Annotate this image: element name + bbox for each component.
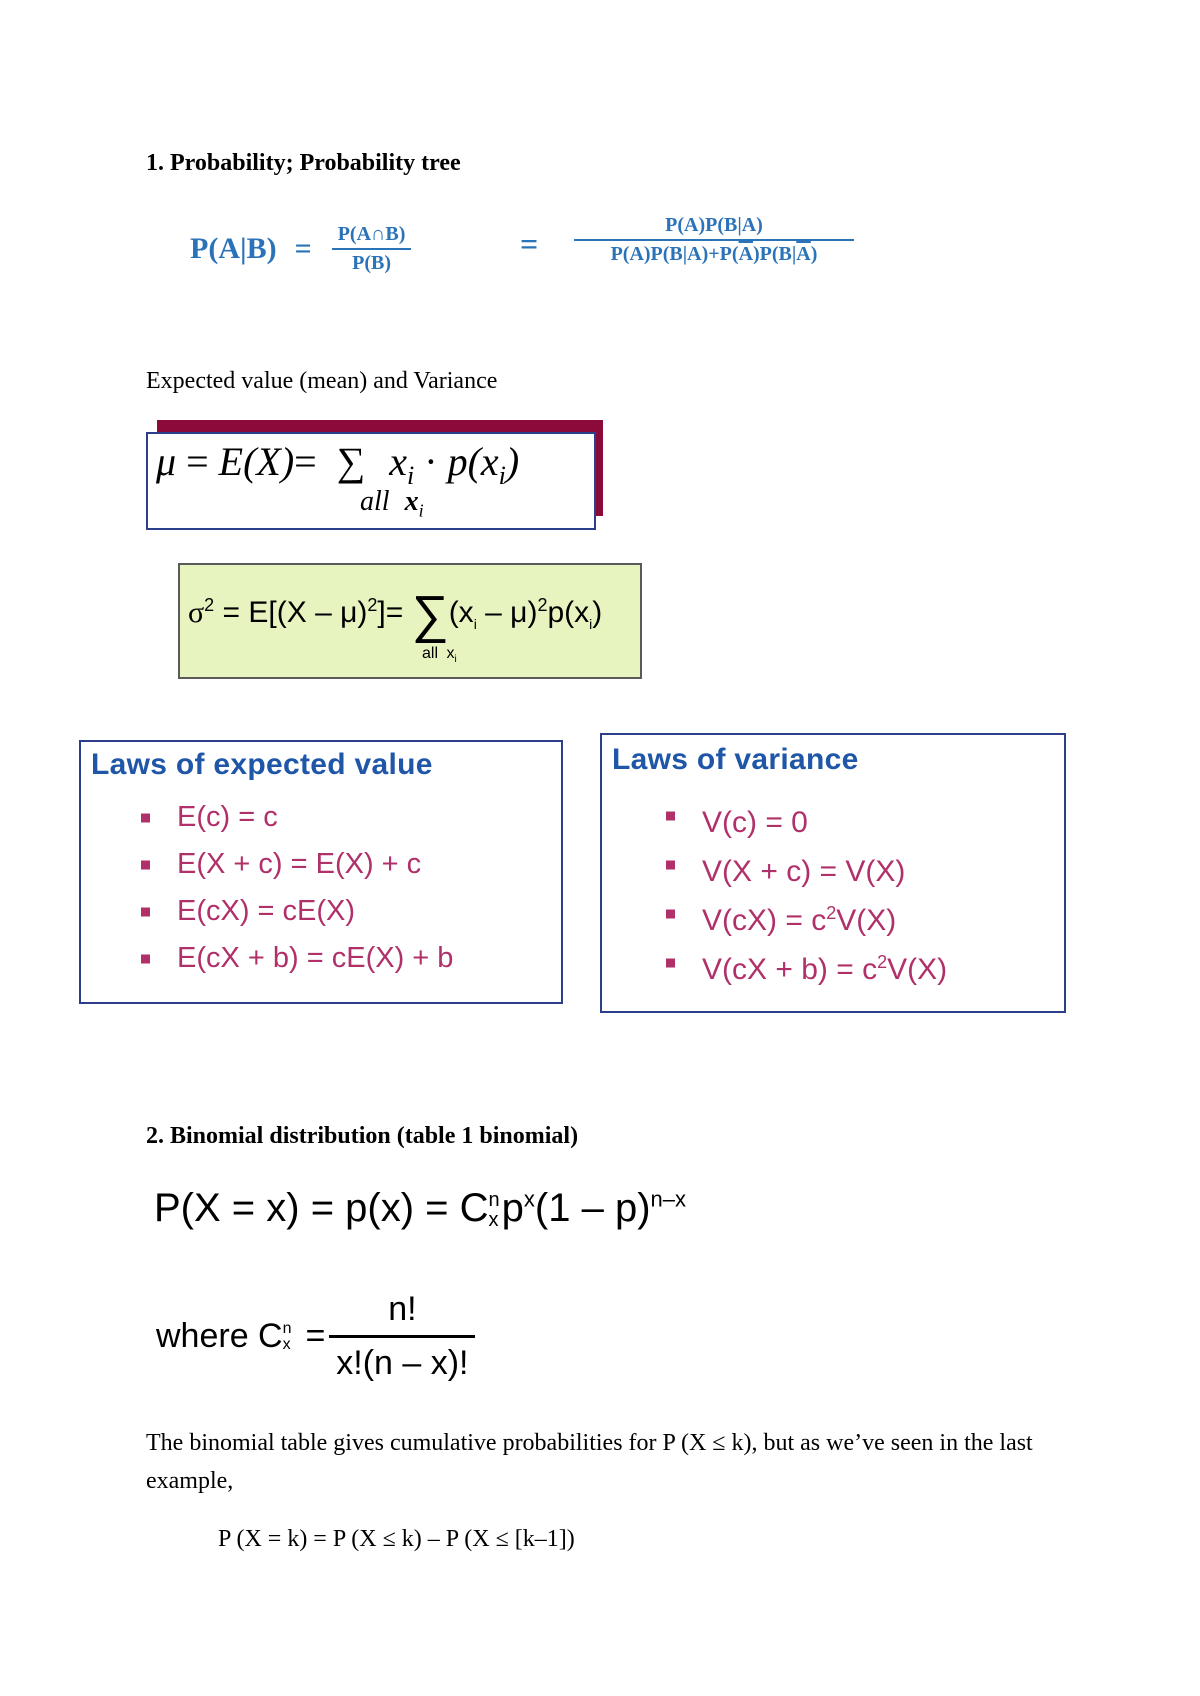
pk-formula: P (X = k) = P (X ≤ k) – P (X ≤ [k–1]) — [218, 1526, 575, 1552]
laws-var-title: Laws of variance — [612, 743, 859, 776]
bayes-fraction-1 — [332, 223, 412, 275]
combination-formula: where C n x = $\frac{n!}{x!(n - x)!}$ — [156, 1290, 469, 1383]
section2-heading: 2. Binomial distribution (table 1 binomial) — [146, 1123, 579, 1149]
bullet-icon — [141, 860, 150, 869]
laws-ev-title: Laws of expected value — [91, 748, 433, 781]
laws-var-item: $V(cX) = c^2V(X)$ — [666, 889, 947, 938]
binomial-table-text: The binomial table gives cumulative probabilities for P (X ≤ k), but as we’ve seen in the last example, — [146, 1430, 1033, 1494]
laws-of-expected-value-box — [79, 740, 563, 1004]
variance-formula-under: all $x_i$ — [422, 645, 457, 666]
big-sigma: ∑ — [411, 586, 449, 644]
combination-fraction: $\frac{n!}{x!(n - x)!}$ — [335, 1290, 469, 1383]
laws-ev-item: E(cX) = cE(X) — [141, 888, 453, 935]
mean-formula-under: all $x_i$ — [360, 486, 424, 521]
bayes-fraction-2 — [580, 214, 848, 266]
bayes-eq2: = — [520, 226, 539, 262]
bullet-icon — [666, 958, 675, 967]
bullet-icon — [666, 860, 675, 869]
variance-formula-box — [178, 563, 642, 679]
bullet-icon — [666, 909, 675, 918]
bayes-eq: = — [294, 232, 312, 265]
laws-ev-list — [141, 794, 453, 982]
ev-heading: Expected value (mean) and Variance — [146, 368, 498, 394]
mean-formula: μ = E(X)= ∑ $x_i \cdot p(x_i)$ — [156, 439, 520, 490]
mean-formula-box — [146, 432, 596, 530]
laws-var-item: V(X + c) = V(X) — [666, 840, 947, 889]
laws-var-item: $V(cX + b) = c^2V(X)$ — [666, 938, 947, 987]
laws-var-item: V(c) = 0 — [666, 791, 947, 840]
bayes-frac1-den: P(B) — [352, 252, 391, 274]
bullet-icon — [141, 907, 150, 916]
bullet-icon — [141, 813, 150, 822]
bayes-frac2-den: $P(A)P(B|A)+P(\overline{A})P(B|\overline{A})$ — [610, 243, 818, 265]
bayes-lhs: P(A|B) — [190, 232, 277, 265]
bayes-frac1-num: P(A∩B) — [332, 223, 412, 250]
section1-heading: 1. Probability; Probability tree — [146, 150, 461, 176]
laws-var-list — [666, 791, 947, 987]
binomial-pmf-formula: P(X = x) = p(x) = C n x $p^x(1 - p)^{n-x}$ — [154, 1186, 686, 1232]
laws-ev-item: E(X + c) = E(X) + c — [141, 841, 453, 888]
laws-ev-item: E(cX + b) = cE(X) + b — [141, 935, 453, 982]
bullet-icon — [666, 811, 675, 820]
variance-formula: $\sigma^2 = E[(X - \mu)^2]= \sum(x_i - \mu)^2p(x_i)$ — [188, 586, 603, 644]
laws-of-variance-box — [600, 733, 1066, 1013]
bayes-formula — [190, 214, 411, 284]
laws-ev-item: E(c) = c — [141, 794, 453, 841]
bullet-icon — [141, 954, 150, 963]
bayes-frac2-num: P(A)P(B|A) — [574, 214, 854, 241]
